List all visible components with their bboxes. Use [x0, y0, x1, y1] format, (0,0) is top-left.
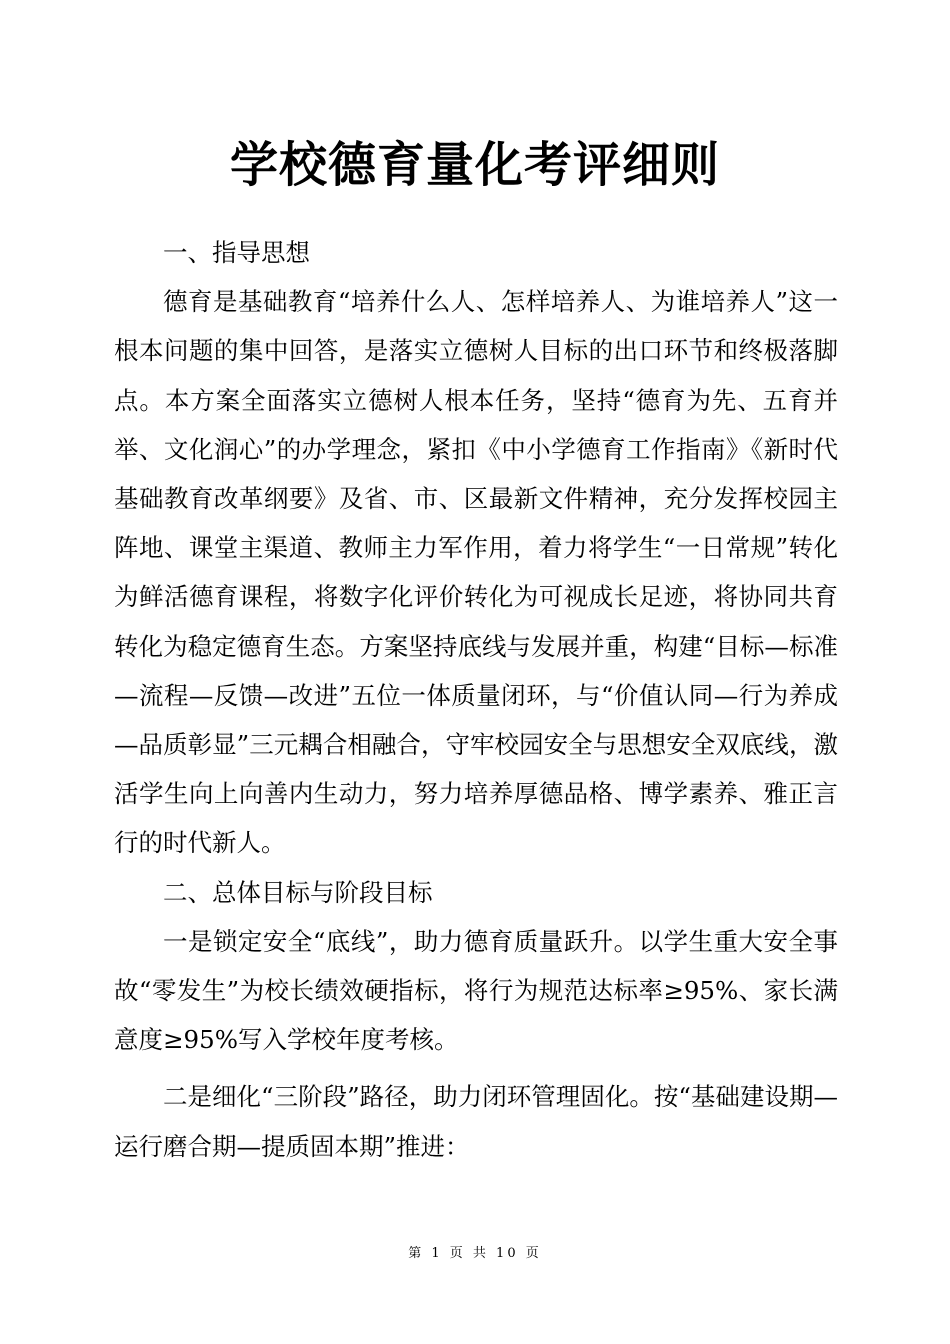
document-title: 学校德育量化考评细则 [229, 137, 720, 193]
section-heading-goals: 二、总体目标与阶段目标 [163, 877, 433, 907]
page-footer: 第 1 页 共 10 页 [408, 1246, 542, 1261]
document-body [114, 228, 838, 1171]
paragraph-goal-two: 二是细化“三阶段”路径，助力闭环管理固化。按“基础建设期—运行磨合期—提质固本期”推进： [114, 1082, 838, 1161]
paragraph-goal-one: 一是锁定安全“底线”，助力德育质量跃升。以学生重大安全事故“零发生”为校长绩效硬指标，将行为规范达标率≥95%、家长满意度≥95%写入学校年度考核。 [114, 926, 838, 1055]
paragraph-guiding-ideology: 德育是基础教育“培养什么人、怎样培养人、为谁培养人”这一根本问题的集中回答，是落实立德树人目标的出口环节和终极落脚点。本方案全面落实立德树人根本任务，坚持“德育为先、五育并举、文化润心”的办学理念，紧扣《中小学德育工作指南》《新时代基础教育改革纲要》及省、市、区最新文件精神，充分发挥校园主阵地、课堂主渠道、教师主力军作用，着力将学生“一日常规”转化为鲜活德育课程，将数字化评价转化为可视成长足迹，将协同共育转化为稳定德育生态。方案坚持底线与发展并重，构建“目标—标准—流程—反馈—改进”五位一体质量闭环，与“价值认同—行为养成—品质彰显”三元耦合相融合，守牢校园安全与思想安全双底线，激活学生向上向善内生动力，努力培养厚德品格、博学素养、雅正言行的时代新人。 [114, 287, 838, 858]
section-heading-guiding-ideology: 一、指导思想 [163, 238, 310, 267]
